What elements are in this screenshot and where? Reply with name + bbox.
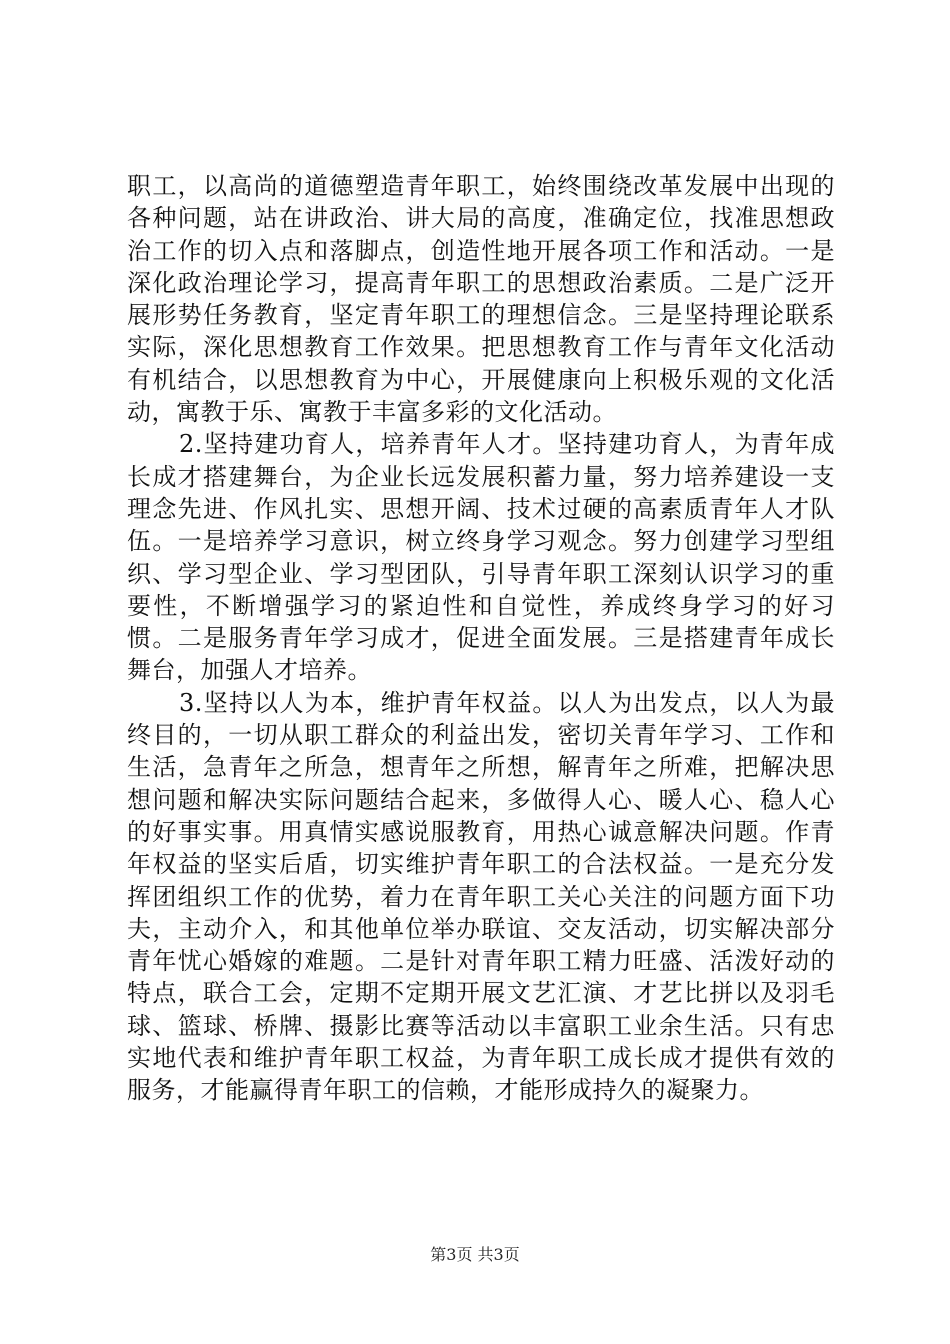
body-text (127, 170, 835, 1107)
paragraph-1: 职工，以高尚的道德塑造青年职工，始终围绕改革发展中出现的各种问题，站在讲政治、讲大局的高度，准确定位，找准思想政治工作的切入点和落脚点，创造性地开展各项工作和活动。一是深化政治理论学习，提高青年职工的思想政治素质。二是广泛开展形势任务教育，坚定青年职工的理想信念。三是坚持理论联系实际，深化思想教育工作效果。把思想教育工作与青年文化活动有机结合，以思想教育为中心，开展健康向上积极乐观的文化活动，寓教于乐、寓教于丰富多彩的文化活动。 (127, 172, 835, 427)
paragraph-2: 2.坚持建功育人，培养青年人才。坚持建功育人，为青年成长成才搭建舞台，为企业长远发展积蓄力量，努力培养建设一支理念先进、作风扎实、思想开阔、技术过硬的高素质青年人才队伍。一是培养学习意识，树立终身学习观念。努力创建学习型组织、学习型企业、学习型团队，引导青年职工深刻认识学习的重要性，不断增强学习的紧迫性和自觉性，养成终身学习的好习惯。二是服务青年学习成才，促进全面发展。三是搭建青年成长舞台，加强人才培养。 (127, 430, 835, 685)
paragraph-3: 3.坚持以人为本，维护青年权益。以人为出发点，以人为最终目的，一切从职工群众的利益出发，密切关青年学习、工作和生活，急青年之所急，想青年之所想，解青年之所难，把解决思想问题和解决实际问题结合起来，多做得人心、暖人心、稳人心的好事实事。用真情实感说服教育，用热心诚意解决问题。作青年权益的坚实后盾，切实维护青年职工的合法权益。一是充分发挥团组织工作的优势，着力在青年职工关心关注的问题方面下功夫，主动介入，和其他单位举办联谊、交友活动，切实解决部分青年忧心婚嫁的难题。二是针对青年职工精力旺盛、活泼好动的特点，联合工会，定期不定期开展文艺汇演、才艺比拼以及羽毛球、篮球、桥牌、摄影比赛等活动以丰富职工业余生活。只有忠实地代表和维护青年职工权益，为青年职工成长成才提供有效的服务，才能赢得青年职工的信赖，才能形成持久的凝聚力。 (127, 688, 835, 1105)
page-footer: 第3页 共3页 (430, 1245, 520, 1264)
